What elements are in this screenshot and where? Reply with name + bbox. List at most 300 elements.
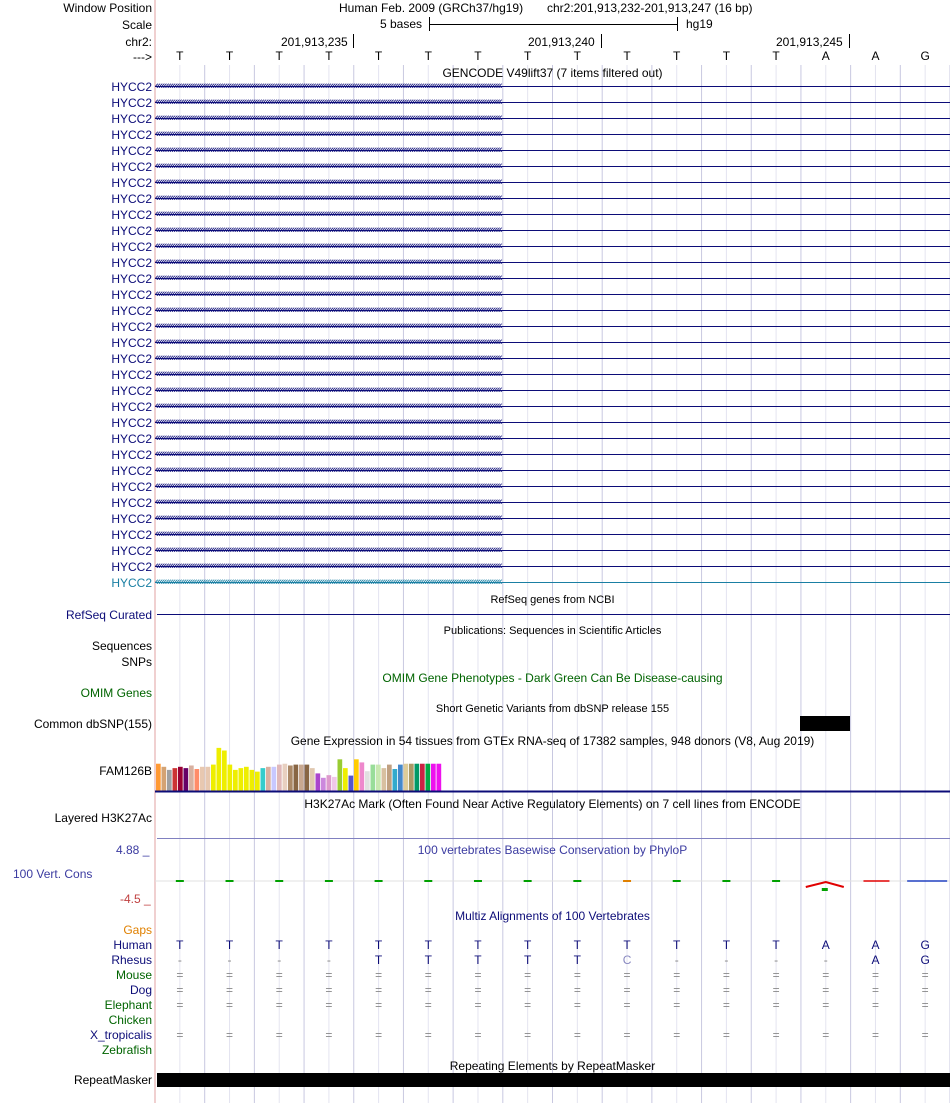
alignment-base: =	[474, 998, 482, 1012]
gtex-tissue-bar[interactable]	[316, 773, 321, 791]
alignment-base: =	[275, 1028, 283, 1042]
gtex-tissue-bar[interactable]	[371, 765, 376, 791]
gtex-tissue-bar[interactable]	[420, 764, 425, 791]
alignment-base: =	[325, 1028, 333, 1042]
alignment-base: =	[424, 968, 432, 982]
alignment-base: -	[674, 953, 679, 967]
gene-transcript-row[interactable]	[155, 575, 950, 591]
gene-transcript-row[interactable]	[155, 383, 950, 399]
alignment-base: T	[325, 938, 333, 952]
gene-transcript-row[interactable]	[155, 223, 950, 239]
gene-transcript-row[interactable]	[155, 191, 950, 207]
strand-arrows: ‹‹‹‹‹‹‹‹‹‹‹‹‹‹‹‹‹‹‹‹‹‹‹‹‹‹‹‹‹‹‹‹‹‹‹‹‹‹‹‹‹‹‹‹‹‹‹‹‹‹‹‹‹‹‹‹‹‹‹‹‹‹‹‹‹‹‹‹‹‹‹‹‹‹‹‹‹‹‹‹‹‹‹‹‹‹‹‹‹‹‹‹‹‹‹‹‹‹‹‹‹‹‹‹‹‹‹‹‹‹‹‹‹‹‹‹‹‹‹‹‹‹‹‹‹‹‹‹‹‹‹‹‹‹‹‹‹‹‹‹‹‹‹‹‹‹‹‹‹‹‹‹‹‹‹‹‹‹‹‹	[155, 544, 502, 556]
gene-label-hycc2[interactable]: HYCC2	[111, 480, 152, 494]
gtex-tissue-bar[interactable]	[415, 764, 420, 791]
gene-label-hycc2[interactable]: HYCC2	[111, 208, 152, 222]
scale-text: 5 bases	[380, 17, 423, 31]
alignment-base: =	[871, 983, 879, 997]
gene-label-hycc2[interactable]: HYCC2	[111, 336, 152, 350]
gene-label-hycc2[interactable]: HYCC2	[111, 192, 152, 206]
alignment-base: =	[325, 998, 333, 1012]
gtex-tissue-bar[interactable]	[250, 770, 255, 791]
h3k27ac-baseline	[157, 838, 950, 839]
alignment-base: T	[176, 938, 184, 952]
strand-arrows: ‹‹‹‹‹‹‹‹‹‹‹‹‹‹‹‹‹‹‹‹‹‹‹‹‹‹‹‹‹‹‹‹‹‹‹‹‹‹‹‹‹‹‹‹‹‹‹‹‹‹‹‹‹‹‹‹‹‹‹‹‹‹‹‹‹‹‹‹‹‹‹‹‹‹‹‹‹‹‹‹‹‹‹‹‹‹‹‹‹‹‹‹‹‹‹‹‹‹‹‹‹‹‹‹‹‹‹‹‹‹‹‹‹‹‹‹‹‹‹‹‹‹‹‹‹‹‹‹‹‹‹‹‹‹‹‹‹‹‹‹‹‹‹‹‹‹‹‹‹‹‹‹‹‹‹‹‹‹‹‹	[155, 192, 502, 204]
alignment-base: T	[673, 938, 681, 952]
base-letter: T	[424, 49, 432, 63]
base-letter: G	[920, 49, 930, 63]
alignment-base: A	[871, 938, 880, 952]
gene-transcript-row[interactable]	[155, 399, 950, 415]
multiz-track-title[interactable]: Multiz Alignments of 100 Vertebrates	[455, 909, 650, 923]
alignment-base: T	[225, 938, 234, 952]
alignment-base: T	[424, 953, 432, 967]
alignment-base: =	[921, 998, 929, 1012]
alignment-base: =	[921, 968, 929, 982]
gencode-track-title[interactable]: GENCODE V49lift37 (7 items filtered out)	[442, 66, 663, 80]
species-label[interactable]: X_tropicalis	[89, 1028, 152, 1042]
scale-bar-right-tick	[677, 17, 678, 31]
base-letter: T	[523, 49, 532, 63]
gtex-tissue-bar[interactable]	[294, 765, 299, 791]
alignment-base: C	[622, 953, 632, 967]
strand-arrows: ‹‹‹‹‹‹‹‹‹‹‹‹‹‹‹‹‹‹‹‹‹‹‹‹‹‹‹‹‹‹‹‹‹‹‹‹‹‹‹‹‹‹‹‹‹‹‹‹‹‹‹‹‹‹‹‹‹‹‹‹‹‹‹‹‹‹‹‹‹‹‹‹‹‹‹‹‹‹‹‹‹‹‹‹‹‹‹‹‹‹‹‹‹‹‹‹‹‹‹‹‹‹‹‹‹‹‹‹‹‹‹‹‹‹‹‹‹‹‹‹‹‹‹‹‹‹‹‹‹‹‹‹‹‹‹‹‹‹‹‹‹‹‹‹‹‹‹‹‹‹‹‹‹‹‹‹‹‹‹‹	[155, 304, 502, 316]
alignment-base: =	[176, 968, 184, 982]
alignment-base: =	[722, 983, 730, 997]
alignment-base: A	[821, 938, 830, 952]
gtex-tissue-bar[interactable]	[376, 765, 381, 791]
phylop-max-label: 4.88 _	[116, 843, 150, 857]
alignment-base: -	[177, 953, 182, 967]
strand-arrows: ‹‹‹‹‹‹‹‹‹‹‹‹‹‹‹‹‹‹‹‹‹‹‹‹‹‹‹‹‹‹‹‹‹‹‹‹‹‹‹‹‹‹‹‹‹‹‹‹‹‹‹‹‹‹‹‹‹‹‹‹‹‹‹‹‹‹‹‹‹‹‹‹‹‹‹‹‹‹‹‹‹‹‹‹‹‹‹‹‹‹‹‹‹‹‹‹‹‹‹‹‹‹‹‹‹‹‹‹‹‹‹‹‹‹‹‹‹‹‹‹‹‹‹‹‹‹‹‹‹‹‹‹‹‹‹‹‹‹‹‹‹‹‹‹‹‹‹‹‹‹‹‹‹‹‹‹‹‹‹‹	[155, 528, 502, 540]
gene-transcript-row[interactable]	[155, 431, 950, 447]
species-label[interactable]: Chicken	[108, 1013, 152, 1027]
base-letter: A	[821, 49, 830, 63]
species-label[interactable]: Rhesus	[111, 953, 152, 967]
gtex-tissue-bar[interactable]	[173, 768, 178, 791]
gene-label-hycc2[interactable]: HYCC2	[111, 528, 152, 542]
species-label[interactable]: Dog	[129, 983, 152, 997]
gene-label-hycc2[interactable]: HYCC2	[111, 240, 152, 254]
strand-arrows: ‹‹‹‹‹‹‹‹‹‹‹‹‹‹‹‹‹‹‹‹‹‹‹‹‹‹‹‹‹‹‹‹‹‹‹‹‹‹‹‹‹‹‹‹‹‹‹‹‹‹‹‹‹‹‹‹‹‹‹‹‹‹‹‹‹‹‹‹‹‹‹‹‹‹‹‹‹‹‹‹‹‹‹‹‹‹‹‹‹‹‹‹‹‹‹‹‹‹‹‹‹‹‹‹‹‹‹‹‹‹‹‹‹‹‹‹‹‹‹‹‹‹‹‹‹‹‹‹‹‹‹‹‹‹‹‹‹‹‹‹‹‹‹‹‹‹‹‹‹‹‹‹‹‹‹‹‹‹‹‹	[155, 128, 502, 140]
alignment-base: =	[722, 998, 730, 1012]
base-letter: T	[772, 49, 780, 63]
strand-arrows: ‹‹‹‹‹‹‹‹‹‹‹‹‹‹‹‹‹‹‹‹‹‹‹‹‹‹‹‹‹‹‹‹‹‹‹‹‹‹‹‹‹‹‹‹‹‹‹‹‹‹‹‹‹‹‹‹‹‹‹‹‹‹‹‹‹‹‹‹‹‹‹‹‹‹‹‹‹‹‹‹‹‹‹‹‹‹‹‹‹‹‹‹‹‹‹‹‹‹‹‹‹‹‹‹‹‹‹‹‹‹‹‹‹‹‹‹‹‹‹‹‹‹‹‹‹‹‹‹‹‹‹‹‹‹‹‹‹‹‹‹‹‹‹‹‹‹‹‹‹‹‹‹‹‹‹‹‹‹‹‹	[155, 496, 502, 508]
alignment-base: =	[474, 968, 482, 982]
alignment-base: =	[325, 968, 333, 982]
strand-arrows: ‹‹‹‹‹‹‹‹‹‹‹‹‹‹‹‹‹‹‹‹‹‹‹‹‹‹‹‹‹‹‹‹‹‹‹‹‹‹‹‹‹‹‹‹‹‹‹‹‹‹‹‹‹‹‹‹‹‹‹‹‹‹‹‹‹‹‹‹‹‹‹‹‹‹‹‹‹‹‹‹‹‹‹‹‹‹‹‹‹‹‹‹‹‹‹‹‹‹‹‹‹‹‹‹‹‹‹‹‹‹‹‹‹‹‹‹‹‹‹‹‹‹‹‹‹‹‹‹‹‹‹‹‹‹‹‹‹‹‹‹‹‹‹‹‹‹‹‹‹‹‹‹‹‹‹‹‹‹‹‹	[155, 288, 502, 300]
repeat-track-title[interactable]: Repeating Elements by RepeatMasker	[449, 1059, 656, 1073]
gene-label-hycc2[interactable]: HYCC2	[111, 576, 152, 590]
species-label[interactable]: Zebrafish	[101, 1043, 152, 1057]
gtex-tissue-bar[interactable]	[387, 765, 392, 791]
alignment-base: -	[774, 953, 779, 967]
strand-arrows: ‹‹‹‹‹‹‹‹‹‹‹‹‹‹‹‹‹‹‹‹‹‹‹‹‹‹‹‹‹‹‹‹‹‹‹‹‹‹‹‹‹‹‹‹‹‹‹‹‹‹‹‹‹‹‹‹‹‹‹‹‹‹‹‹‹‹‹‹‹‹‹‹‹‹‹‹‹‹‹‹‹‹‹‹‹‹‹‹‹‹‹‹‹‹‹‹‹‹‹‹‹‹‹‹‹‹‹‹‹‹‹‹‹‹‹‹‹‹‹‹‹‹‹‹‹‹‹‹‹‹‹‹‹‹‹‹‹‹‹‹‹‹‹‹‹‹‹‹‹‹‹‹‹‹‹‹‹‹‹‹	[155, 176, 502, 188]
ruler-tick-label: 201,913,240	[528, 35, 595, 49]
gtex-tissue-bar[interactable]	[244, 767, 249, 791]
gtex-tissue-bar[interactable]	[327, 775, 332, 791]
alignment-base: =	[573, 998, 581, 1012]
gtex-tissue-bar[interactable]	[299, 765, 304, 791]
gene-transcript-row[interactable]	[155, 447, 950, 463]
scale-label: Scale	[121, 18, 152, 32]
gene-label-hycc2[interactable]: HYCC2	[111, 512, 152, 526]
h3k27ac-track-title[interactable]: H3K27Ac Mark (Often Found Near Active Regulatory Elements) on 7 cell lines from ENCODE	[304, 797, 801, 811]
gtex-tissue-bar[interactable]	[195, 769, 200, 791]
gtex-tissue-bar[interactable]	[239, 768, 244, 791]
gtex-tissue-bar[interactable]	[437, 764, 442, 791]
alignment-base: =	[176, 1028, 184, 1042]
alignment-base: -	[326, 953, 331, 967]
alignment-base: =	[524, 968, 532, 982]
gene-label-hycc2[interactable]: HYCC2	[111, 224, 152, 238]
gene-label-hycc2[interactable]: HYCC2	[111, 176, 152, 190]
base-letter: T	[623, 49, 631, 63]
alignment-base: =	[772, 998, 780, 1012]
strand-arrows: ‹‹‹‹‹‹‹‹‹‹‹‹‹‹‹‹‹‹‹‹‹‹‹‹‹‹‹‹‹‹‹‹‹‹‹‹‹‹‹‹‹‹‹‹‹‹‹‹‹‹‹‹‹‹‹‹‹‹‹‹‹‹‹‹‹‹‹‹‹‹‹‹‹‹‹‹‹‹‹‹‹‹‹‹‹‹‹‹‹‹‹‹‹‹‹‹‹‹‹‹‹‹‹‹‹‹‹‹‹‹‹‹‹‹‹‹‹‹‹‹‹‹‹‹‹‹‹‹‹‹‹‹‹‹‹‹‹‹‹‹‹‹‹‹‹‹‹‹‹‹‹‹‹‹‹‹‹‹‹‹	[155, 336, 502, 348]
gtex-tissue-bar[interactable]	[162, 767, 167, 791]
gtex-tissue-bar[interactable]	[178, 767, 183, 791]
alignment-base: -	[724, 953, 729, 967]
alignment-base: =	[822, 998, 830, 1012]
gtex-tissue-bar[interactable]	[217, 748, 222, 791]
gene-label-hycc2[interactable]: HYCC2	[111, 496, 152, 510]
alignment-base: =	[772, 983, 780, 997]
alignment-base: G	[920, 938, 930, 952]
alignment-base: =	[673, 968, 681, 982]
gtex-tissue-bar[interactable]	[393, 769, 398, 791]
alignment-base: =	[474, 1028, 482, 1042]
base-letter: T	[374, 49, 383, 63]
dbsnp-track-label[interactable]: Common dbSNP(155)	[33, 717, 152, 731]
gene-transcript-row[interactable]	[155, 303, 950, 319]
alignment-base: =	[822, 968, 830, 982]
phylop-track-title[interactable]: 100 vertebrates Basewise Conservation by PhyloP	[417, 843, 688, 857]
alignment-base: T	[772, 938, 780, 952]
gtex-tissue-bar[interactable]	[261, 768, 266, 791]
strand-arrows: ‹‹‹‹‹‹‹‹‹‹‹‹‹‹‹‹‹‹‹‹‹‹‹‹‹‹‹‹‹‹‹‹‹‹‹‹‹‹‹‹‹‹‹‹‹‹‹‹‹‹‹‹‹‹‹‹‹‹‹‹‹‹‹‹‹‹‹‹‹‹‹‹‹‹‹‹‹‹‹‹‹‹‹‹‹‹‹‹‹‹‹‹‹‹‹‹‹‹‹‹‹‹‹‹‹‹‹‹‹‹‹‹‹‹‹‹‹‹‹‹‹‹‹‹‹‹‹‹‹‹‹‹‹‹‹‹‹‹‹‹‹‹‹‹‹‹‹‹‹‹‹‹‹‹‹‹‹‹‹‹	[155, 240, 502, 252]
gtex-tissue-bar[interactable]	[200, 767, 205, 791]
gaps-label[interactable]: Gaps	[123, 923, 152, 937]
alignment-base: =	[424, 1028, 432, 1042]
gtex-tissue-bar[interactable]	[184, 768, 189, 791]
gtex-tissue-bar[interactable]	[310, 768, 315, 791]
alignment-base: =	[573, 983, 581, 997]
alignment-base: T	[623, 938, 631, 952]
gtex-tissue-bar[interactable]	[167, 770, 172, 791]
gtex-tissue-bar[interactable]	[233, 770, 238, 791]
alignment-base: T	[374, 953, 383, 967]
gene-label-hycc2[interactable]: HYCC2	[111, 544, 152, 558]
alignment-base: -	[227, 953, 232, 967]
phylop-plot[interactable]	[155, 860, 950, 905]
gene-label-hycc2[interactable]: HYCC2	[111, 288, 152, 302]
dbsnp-variant-block[interactable]	[800, 716, 850, 731]
alignment-base: =	[921, 983, 929, 997]
alignment-base: =	[722, 968, 730, 982]
alignment-base: T	[474, 938, 482, 952]
gene-transcript-row[interactable]	[155, 127, 950, 143]
assembly-text: Human Feb. 2009 (GRCh37/hg19)	[339, 1, 524, 15]
gtex-tissue-bar[interactable]	[272, 767, 277, 791]
gene-transcript-row[interactable]	[155, 111, 950, 127]
strand-arrows: ‹‹‹‹‹‹‹‹‹‹‹‹‹‹‹‹‹‹‹‹‹‹‹‹‹‹‹‹‹‹‹‹‹‹‹‹‹‹‹‹‹‹‹‹‹‹‹‹‹‹‹‹‹‹‹‹‹‹‹‹‹‹‹‹‹‹‹‹‹‹‹‹‹‹‹‹‹‹‹‹‹‹‹‹‹‹‹‹‹‹‹‹‹‹‹‹‹‹‹‹‹‹‹‹‹‹‹‹‹‹‹‹‹‹‹‹‹‹‹‹‹‹‹‹‹‹‹‹‹‹‹‹‹‹‹‹‹‹‹‹‹‹‹‹‹‹‹‹‹‹‹‹‹‹‹‹‹‹‹‹	[155, 256, 502, 268]
gtex-tissue-bar[interactable]	[156, 764, 161, 791]
gene-transcript-row[interactable]	[155, 511, 950, 527]
gtex-tissue-bar[interactable]	[365, 771, 370, 791]
alignment-base: =	[226, 998, 234, 1012]
gene-label-hycc2[interactable]: HYCC2	[111, 384, 152, 398]
gtex-bar-chart[interactable]	[155, 746, 950, 793]
alignment-base: T	[424, 938, 432, 952]
gtex-tissue-bar[interactable]	[206, 767, 211, 791]
gtex-tissue-bar[interactable]	[288, 765, 293, 791]
omim-track-title[interactable]: OMIM Gene Phenotypes - Dark Green Can Be Disease-causing	[382, 671, 723, 685]
gene-label-hycc2[interactable]: HYCC2	[111, 272, 152, 286]
ruler-tick	[601, 34, 602, 48]
strand-arrows: ‹‹‹‹‹‹‹‹‹‹‹‹‹‹‹‹‹‹‹‹‹‹‹‹‹‹‹‹‹‹‹‹‹‹‹‹‹‹‹‹‹‹‹‹‹‹‹‹‹‹‹‹‹‹‹‹‹‹‹‹‹‹‹‹‹‹‹‹‹‹‹‹‹‹‹‹‹‹‹‹‹‹‹‹‹‹‹‹‹‹‹‹‹‹‹‹‹‹‹‹‹‹‹‹‹‹‹‹‹‹‹‹‹‹‹‹‹‹‹‹‹‹‹‹‹‹‹‹‹‹‹‹‹‹‹‹‹‹‹‹‹‹‹‹‹‹‹‹‹‹‹‹‹‹‹‹‹‹‹‹	[155, 272, 502, 284]
gene-transcript-row[interactable]	[155, 287, 950, 303]
gtex-tissue-bar[interactable]	[277, 765, 282, 791]
position-text: chr2:201,913,232-201,913,247 (16 bp)	[547, 1, 753, 15]
strand-arrows: ‹‹‹‹‹‹‹‹‹‹‹‹‹‹‹‹‹‹‹‹‹‹‹‹‹‹‹‹‹‹‹‹‹‹‹‹‹‹‹‹‹‹‹‹‹‹‹‹‹‹‹‹‹‹‹‹‹‹‹‹‹‹‹‹‹‹‹‹‹‹‹‹‹‹‹‹‹‹‹‹‹‹‹‹‹‹‹‹‹‹‹‹‹‹‹‹‹‹‹‹‹‹‹‹‹‹‹‹‹‹‹‹‹‹‹‹‹‹‹‹‹‹‹‹‹‹‹‹‹‹‹‹‹‹‹‹‹‹‹‹‹‹‹‹‹‹‹‹‹‹‹‹‹‹‹‹‹‹‹‹	[155, 160, 502, 172]
gtex-tissue-bar[interactable]	[409, 764, 414, 791]
alignment-base: =	[822, 983, 830, 997]
alignment-base: =	[722, 1028, 730, 1042]
alignment-base: A	[871, 953, 880, 967]
alignment-base: =	[325, 983, 333, 997]
base-letter: T	[275, 49, 283, 63]
gtex-tissue-bar[interactable]	[332, 777, 337, 791]
gtex-tissue-bar[interactable]	[222, 751, 227, 791]
strand-arrows: ‹‹‹‹‹‹‹‹‹‹‹‹‹‹‹‹‹‹‹‹‹‹‹‹‹‹‹‹‹‹‹‹‹‹‹‹‹‹‹‹‹‹‹‹‹‹‹‹‹‹‹‹‹‹‹‹‹‹‹‹‹‹‹‹‹‹‹‹‹‹‹‹‹‹‹‹‹‹‹‹‹‹‹‹‹‹‹‹‹‹‹‹‹‹‹‹‹‹‹‹‹‹‹‹‹‹‹‹‹‹‹‹‹‹‹‹‹‹‹‹‹‹‹‹‹‹‹‹‹‹‹‹‹‹‹‹‹‹‹‹‹‹‹‹‹‹‹‹‹‹‹‹‹‹‹‹‹‹‹‹	[155, 208, 502, 220]
gene-transcript-row[interactable]	[155, 239, 950, 255]
gene-label-hycc2[interactable]: HYCC2	[111, 368, 152, 382]
strand-arrows: ‹‹‹‹‹‹‹‹‹‹‹‹‹‹‹‹‹‹‹‹‹‹‹‹‹‹‹‹‹‹‹‹‹‹‹‹‹‹‹‹‹‹‹‹‹‹‹‹‹‹‹‹‹‹‹‹‹‹‹‹‹‹‹‹‹‹‹‹‹‹‹‹‹‹‹‹‹‹‹‹‹‹‹‹‹‹‹‹‹‹‹‹‹‹‹‹‹‹‹‹‹‹‹‹‹‹‹‹‹‹‹‹‹‹‹‹‹‹‹‹‹‹‹‹‹‹‹‹‹‹‹‹‹‹‹‹‹‹‹‹‹‹‹‹‹‹‹‹‹‹‹‹‹‹‹‹‹‹‹‹	[155, 320, 502, 332]
alignment-base: =	[524, 998, 532, 1012]
gene-label-hycc2[interactable]: HYCC2	[111, 96, 152, 110]
alignment-base: =	[871, 1028, 879, 1042]
alignment-base: =	[424, 983, 432, 997]
alignment-base: =	[375, 1028, 383, 1042]
gene-transcript-row[interactable]	[155, 367, 950, 383]
chrom-label: chr2:	[125, 35, 152, 49]
alignment-base: =	[226, 968, 234, 982]
species-label[interactable]: Elephant	[104, 998, 152, 1012]
gene-label-hycc2[interactable]: HYCC2	[111, 352, 152, 366]
ruler-tick-label: 201,913,235	[281, 35, 348, 49]
gene-transcript-row[interactable]	[155, 463, 950, 479]
gene-label-hycc2[interactable]: HYCC2	[111, 304, 152, 318]
gtex-tissue-bar[interactable]	[255, 772, 260, 791]
gtex-track-title[interactable]: Gene Expression in 54 tissues from GTEx RNA-seq of 17382 samples, 948 donors (V8, Aug 2019)	[290, 734, 815, 748]
gene-transcript-row[interactable]	[155, 255, 950, 271]
strand-label: --->	[133, 50, 152, 64]
alignment-base: =	[623, 968, 631, 982]
gene-transcript-row[interactable]	[155, 559, 950, 575]
gtex-tissue-bar[interactable]	[349, 776, 354, 791]
alignment-base: =	[623, 998, 631, 1012]
gene-transcript-row[interactable]	[155, 335, 950, 351]
gene-transcript-row[interactable]	[155, 79, 950, 95]
gtex-tissue-bar[interactable]	[283, 764, 288, 791]
gene-label-hycc2[interactable]: HYCC2	[111, 448, 152, 462]
gene-label-hycc2[interactable]: HYCC2	[111, 400, 152, 414]
gene-transcript-row[interactable]	[155, 527, 950, 543]
gene-transcript-row[interactable]	[155, 415, 950, 431]
gene-label-hycc2[interactable]: HYCC2	[111, 112, 152, 126]
scale-db: hg19	[686, 17, 713, 31]
strand-arrows: ‹‹‹‹‹‹‹‹‹‹‹‹‹‹‹‹‹‹‹‹‹‹‹‹‹‹‹‹‹‹‹‹‹‹‹‹‹‹‹‹‹‹‹‹‹‹‹‹‹‹‹‹‹‹‹‹‹‹‹‹‹‹‹‹‹‹‹‹‹‹‹‹‹‹‹‹‹‹‹‹‹‹‹‹‹‹‹‹‹‹‹‹‹‹‹‹‹‹‹‹‹‹‹‹‹‹‹‹‹‹‹‹‹‹‹‹‹‹‹‹‹‹‹‹‹‹‹‹‹‹‹‹‹‹‹‹‹‹‹‹‹‹‹‹‹‹‹‹‹‹‹‹‹‹‹‹‹‹‹‹	[155, 224, 502, 236]
gtex-tissue-bar[interactable]	[338, 759, 343, 791]
alignment-base: T	[474, 953, 482, 967]
omim-track-label[interactable]: OMIM Genes	[80, 686, 152, 700]
refseq-gene-line[interactable]	[157, 614, 950, 615]
alignment-base: =	[375, 968, 383, 982]
alignment-base: =	[474, 983, 482, 997]
gene-transcript-row[interactable]	[155, 207, 950, 223]
phylop-track-label[interactable]: 100 Vert. Cons	[13, 867, 93, 881]
gtex-tissue-bar[interactable]	[228, 765, 233, 791]
alignment-base: =	[573, 968, 581, 982]
refseq-track-label[interactable]: RefSeq Curated	[65, 608, 152, 622]
dbsnp-track-title[interactable]: Short Genetic Variants from dbSNP release 155	[435, 703, 670, 715]
alignment-base: =	[275, 983, 283, 997]
base-letter: T	[325, 49, 333, 63]
gene-transcript-row[interactable]	[155, 543, 950, 559]
strand-arrows: ‹‹‹‹‹‹‹‹‹‹‹‹‹‹‹‹‹‹‹‹‹‹‹‹‹‹‹‹‹‹‹‹‹‹‹‹‹‹‹‹‹‹‹‹‹‹‹‹‹‹‹‹‹‹‹‹‹‹‹‹‹‹‹‹‹‹‹‹‹‹‹‹‹‹‹‹‹‹‹‹‹‹‹‹‹‹‹‹‹‹‹‹‹‹‹‹‹‹‹‹‹‹‹‹‹‹‹‹‹‹‹‹‹‹‹‹‹‹‹‹‹‹‹‹‹‹‹‹‹‹‹‹‹‹‹‹‹‹‹‹‹‹‹‹‹‹‹‹‹‹‹‹‹‹‹‹‹‹‹‹	[155, 512, 502, 524]
base-letter: T	[573, 49, 582, 63]
alignment-base: =	[275, 968, 283, 982]
gene-transcript-row[interactable]	[155, 175, 950, 191]
alignment-base: =	[921, 1028, 929, 1042]
gtex-tissue-bar[interactable]	[360, 762, 365, 791]
strand-arrows: ‹‹‹‹‹‹‹‹‹‹‹‹‹‹‹‹‹‹‹‹‹‹‹‹‹‹‹‹‹‹‹‹‹‹‹‹‹‹‹‹‹‹‹‹‹‹‹‹‹‹‹‹‹‹‹‹‹‹‹‹‹‹‹‹‹‹‹‹‹‹‹‹‹‹‹‹‹‹‹‹‹‹‹‹‹‹‹‹‹‹‹‹‹‹‹‹‹‹‹‹‹‹‹‹‹‹‹‹‹‹‹‹‹‹‹‹‹‹‹‹‹‹‹‹‹‹‹‹‹‹‹‹‹‹‹‹‹‹‹‹‹‹‹‹‹‹‹‹‹‹‹‹‹‹‹‹‹‹‹‹	[155, 144, 502, 156]
alignment-base: =	[226, 983, 234, 997]
strand-arrows: ‹‹‹‹‹‹‹‹‹‹‹‹‹‹‹‹‹‹‹‹‹‹‹‹‹‹‹‹‹‹‹‹‹‹‹‹‹‹‹‹‹‹‹‹‹‹‹‹‹‹‹‹‹‹‹‹‹‹‹‹‹‹‹‹‹‹‹‹‹‹‹‹‹‹‹‹‹‹‹‹‹‹‹‹‹‹‹‹‹‹‹‹‹‹‹‹‹‹‹‹‹‹‹‹‹‹‹‹‹‹‹‹‹‹‹‹‹‹‹‹‹‹‹‹‹‹‹‹‹‹‹‹‹‹‹‹‹‹‹‹‹‹‹‹‹‹‹‹‹‹‹‹‹‹‹‹‹‹‹‹	[155, 480, 502, 492]
strand-arrows: ‹‹‹‹‹‹‹‹‹‹‹‹‹‹‹‹‹‹‹‹‹‹‹‹‹‹‹‹‹‹‹‹‹‹‹‹‹‹‹‹‹‹‹‹‹‹‹‹‹‹‹‹‹‹‹‹‹‹‹‹‹‹‹‹‹‹‹‹‹‹‹‹‹‹‹‹‹‹‹‹‹‹‹‹‹‹‹‹‹‹‹‹‹‹‹‹‹‹‹‹‹‹‹‹‹‹‹‹‹‹‹‹‹‹‹‹‹‹‹‹‹‹‹‹‹‹‹‹‹‹‹‹‹‹‹‹‹‹‹‹‹‹‹‹‹‹‹‹‹‹‹‹‹‹‹‹‹‹‹‹	[155, 384, 502, 396]
base-letter: T	[176, 49, 184, 63]
gene-label-hycc2[interactable]: HYCC2	[111, 416, 152, 430]
gtex-tissue-bar[interactable]	[305, 765, 310, 791]
strand-arrows: ‹‹‹‹‹‹‹‹‹‹‹‹‹‹‹‹‹‹‹‹‹‹‹‹‹‹‹‹‹‹‹‹‹‹‹‹‹‹‹‹‹‹‹‹‹‹‹‹‹‹‹‹‹‹‹‹‹‹‹‹‹‹‹‹‹‹‹‹‹‹‹‹‹‹‹‹‹‹‹‹‹‹‹‹‹‹‹‹‹‹‹‹‹‹‹‹‹‹‹‹‹‹‹‹‹‹‹‹‹‹‹‹‹‹‹‹‹‹‹‹‹‹‹‹‹‹‹‹‹‹‹‹‹‹‹‹‹‹‹‹‹‹‹‹‹‹‹‹‹‹‹‹‹‹‹‹‹‹‹‹	[155, 112, 502, 124]
gene-transcript-row[interactable]	[155, 271, 950, 287]
alignment-base: =	[176, 998, 184, 1012]
gene-label-hycc2[interactable]: HYCC2	[111, 144, 152, 158]
alignment-base: =	[275, 998, 283, 1012]
gene-transcript-row[interactable]	[155, 495, 950, 511]
gene-label-hycc2[interactable]: HYCC2	[111, 560, 152, 574]
gene-transcript-row[interactable]	[155, 479, 950, 495]
pubs-sequences-label[interactable]: Sequences	[91, 639, 152, 653]
gtex-tissue-bar[interactable]	[431, 764, 436, 791]
phylop-peak-red[interactable]	[806, 882, 844, 887]
ruler-tick	[849, 34, 850, 48]
refseq-track-title[interactable]: RefSeq genes from NCBI	[490, 594, 615, 606]
repeat-track-label[interactable]: RepeatMasker	[73, 1073, 152, 1087]
gtex-tissue-bar[interactable]	[211, 765, 216, 791]
strand-arrows: ‹‹‹‹‹‹‹‹‹‹‹‹‹‹‹‹‹‹‹‹‹‹‹‹‹‹‹‹‹‹‹‹‹‹‹‹‹‹‹‹‹‹‹‹‹‹‹‹‹‹‹‹‹‹‹‹‹‹‹‹‹‹‹‹‹‹‹‹‹‹‹‹‹‹‹‹‹‹‹‹‹‹‹‹‹‹‹‹‹‹‹‹‹‹‹‹‹‹‹‹‹‹‹‹‹‹‹‹‹‹‹‹‹‹‹‹‹‹‹‹‹‹‹‹‹‹‹‹‹‹‹‹‹‹‹‹‹‹‹‹‹‹‹‹‹‹‹‹‹‹‹‹‹‹‹‹‹‹‹‹	[155, 464, 502, 476]
alignment-base: =	[524, 983, 532, 997]
gtex-tissue-bar[interactable]	[404, 764, 409, 791]
strand-arrows: ‹‹‹‹‹‹‹‹‹‹‹‹‹‹‹‹‹‹‹‹‹‹‹‹‹‹‹‹‹‹‹‹‹‹‹‹‹‹‹‹‹‹‹‹‹‹‹‹‹‹‹‹‹‹‹‹‹‹‹‹‹‹‹‹‹‹‹‹‹‹‹‹‹‹‹‹‹‹‹‹‹‹‹‹‹‹‹‹‹‹‹‹‹‹‹‹‹‹‹‹‹‹‹‹‹‹‹‹‹‹‹‹‹‹‹‹‹‹‹‹‹‹‹‹‹‹‹‹‹‹‹‹‹‹‹‹‹‹‹‹‹‹‹‹‹‹‹‹‹‹‹‹‹‹‹‹‹‹‹‹	[155, 352, 502, 364]
ruler-tick-label: 201,913,245	[776, 35, 843, 49]
base-letter: T	[225, 49, 234, 63]
alignment-base: =	[226, 1028, 234, 1042]
gtex-gene-label[interactable]: FAM126B	[99, 764, 152, 778]
alignment-base: =	[871, 998, 879, 1012]
strand-arrows: ‹‹‹‹‹‹‹‹‹‹‹‹‹‹‹‹‹‹‹‹‹‹‹‹‹‹‹‹‹‹‹‹‹‹‹‹‹‹‹‹‹‹‹‹‹‹‹‹‹‹‹‹‹‹‹‹‹‹‹‹‹‹‹‹‹‹‹‹‹‹‹‹‹‹‹‹‹‹‹‹‹‹‹‹‹‹‹‹‹‹‹‹‹‹‹‹‹‹‹‹‹‹‹‹‹‹‹‹‹‹‹‹‹‹‹‹‹‹‹‹‹‹‹‹‹‹‹‹‹‹‹‹‹‹‹‹‹‹‹‹‹‹‹‹‹‹‹‹‹‹‹‹‹‹‹‹‹‹‹‹	[155, 416, 502, 428]
gtex-tissue-bar[interactable]	[426, 764, 431, 791]
alignment-base: T	[722, 938, 731, 952]
alignment-base: =	[871, 968, 879, 982]
alignment-base: T	[275, 938, 283, 952]
gtex-tissue-bar[interactable]	[354, 759, 359, 791]
gtex-tissue-bar[interactable]	[398, 765, 403, 791]
gene-label-hycc2[interactable]: HYCC2	[111, 80, 152, 94]
alignment-base: T	[573, 953, 582, 967]
strand-arrows: ‹‹‹‹‹‹‹‹‹‹‹‹‹‹‹‹‹‹‹‹‹‹‹‹‹‹‹‹‹‹‹‹‹‹‹‹‹‹‹‹‹‹‹‹‹‹‹‹‹‹‹‹‹‹‹‹‹‹‹‹‹‹‹‹‹‹‹‹‹‹‹‹‹‹‹‹‹‹‹‹‹‹‹‹‹‹‹‹‹‹‹‹‹‹‹‹‹‹‹‹‹‹‹‹‹‹‹‹‹‹‹‹‹‹‹‹‹‹‹‹‹‹‹‹‹‹‹‹‹‹‹‹‹‹‹‹‹‹‹‹‹‹‹‹‹‹‹‹‹‹‹‹‹‹‹‹‹‹‹‹	[155, 448, 502, 460]
species-label[interactable]: Human	[113, 938, 152, 952]
phylop-min-label: -4.5 _	[120, 892, 151, 906]
pubs-track-title[interactable]: Publications: Sequences in Scientific Articles	[443, 625, 662, 637]
base-letter: A	[871, 49, 880, 63]
gtex-tissue-bar[interactable]	[266, 767, 271, 791]
gene-transcript-row[interactable]	[155, 95, 950, 111]
gtex-tissue-bar[interactable]	[189, 765, 194, 791]
alignment-base: =	[176, 983, 184, 997]
base-letter: T	[722, 49, 731, 63]
gene-label-hycc2[interactable]: HYCC2	[111, 160, 152, 174]
alignment-base: =	[673, 983, 681, 997]
alignment-base: =	[623, 983, 631, 997]
alignment-base: =	[673, 998, 681, 1012]
window-position-label: Window Position	[63, 1, 152, 15]
gene-label-hycc2[interactable]: HYCC2	[111, 432, 152, 446]
strand-arrows: ‹‹‹‹‹‹‹‹‹‹‹‹‹‹‹‹‹‹‹‹‹‹‹‹‹‹‹‹‹‹‹‹‹‹‹‹‹‹‹‹‹‹‹‹‹‹‹‹‹‹‹‹‹‹‹‹‹‹‹‹‹‹‹‹‹‹‹‹‹‹‹‹‹‹‹‹‹‹‹‹‹‹‹‹‹‹‹‹‹‹‹‹‹‹‹‹‹‹‹‹‹‹‹‹‹‹‹‹‹‹‹‹‹‹‹‹‹‹‹‹‹‹‹‹‹‹‹‹‹‹‹‹‹‹‹‹‹‹‹‹‹‹‹‹‹‹‹‹‹‹‹‹‹‹‹‹‹‹‹‹	[155, 432, 502, 444]
base-letter: T	[474, 49, 482, 63]
alignment-base: T	[523, 938, 532, 952]
alignment-base: =	[573, 1028, 581, 1042]
phylop-score-mark[interactable]	[822, 888, 828, 891]
alignment-base: T	[573, 938, 582, 952]
gtex-tissue-bar[interactable]	[321, 778, 326, 791]
alignment-base: -	[823, 953, 828, 967]
alignment-base: =	[623, 1028, 631, 1042]
gene-label-hycc2[interactable]: HYCC2	[111, 256, 152, 270]
base-sequence-row	[0, 49, 950, 63]
gene-transcript-row[interactable]	[155, 351, 950, 367]
h3k27ac-track-label[interactable]: Layered H3K27Ac	[54, 811, 152, 825]
repeat-element-block[interactable]	[157, 1073, 950, 1087]
gtex-tissue-bar[interactable]	[382, 768, 387, 791]
gtex-tissue-bar[interactable]	[343, 768, 348, 791]
gene-label-hycc2[interactable]: HYCC2	[111, 128, 152, 142]
alignment-base: =	[524, 1028, 532, 1042]
alignment-base: =	[673, 1028, 681, 1042]
species-label[interactable]: Mouse	[115, 968, 152, 982]
pubs-snps-label[interactable]: SNPs	[121, 655, 152, 669]
gene-transcript-row[interactable]	[155, 159, 950, 175]
gene-transcript-row[interactable]	[155, 319, 950, 335]
gene-label-hycc2[interactable]: HYCC2	[111, 320, 152, 334]
gene-transcript-row[interactable]	[155, 143, 950, 159]
gene-label-hycc2[interactable]: HYCC2	[111, 464, 152, 478]
scale-bar-left-tick	[429, 17, 430, 31]
alignment-base: =	[375, 983, 383, 997]
strand-arrows: ‹‹‹‹‹‹‹‹‹‹‹‹‹‹‹‹‹‹‹‹‹‹‹‹‹‹‹‹‹‹‹‹‹‹‹‹‹‹‹‹‹‹‹‹‹‹‹‹‹‹‹‹‹‹‹‹‹‹‹‹‹‹‹‹‹‹‹‹‹‹‹‹‹‹‹‹‹‹‹‹‹‹‹‹‹‹‹‹‹‹‹‹‹‹‹‹‹‹‹‹‹‹‹‹‹‹‹‹‹‹‹‹‹‹‹‹‹‹‹‹‹‹‹‹‹‹‹‹‹‹‹‹‹‹‹‹‹‹‹‹‹‹‹‹‹‹‹‹‹‹‹‹‹‹‹‹‹‹‹‹	[155, 96, 502, 108]
alignment-base: =	[772, 1028, 780, 1042]
